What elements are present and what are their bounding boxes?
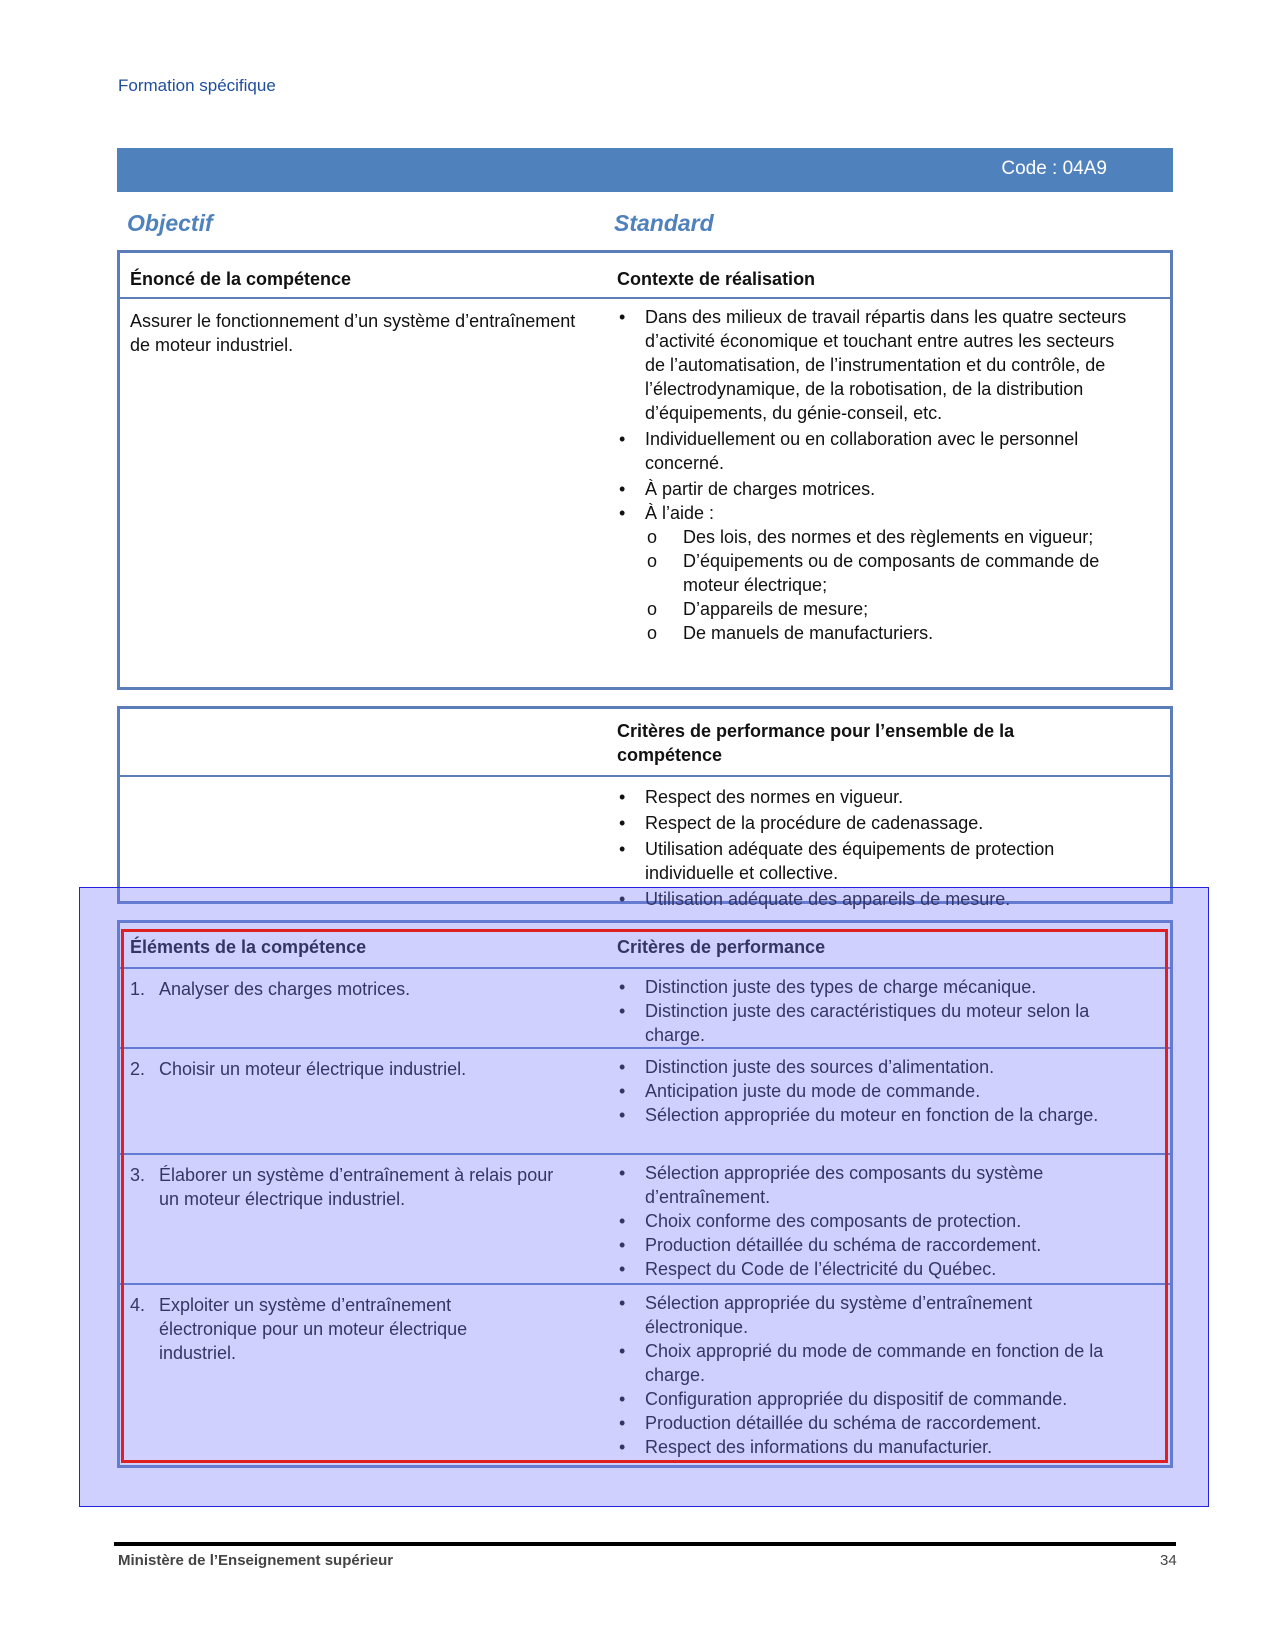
general-criteria-heading: Critères de performance pour l’ensemble de la compétence xyxy=(617,721,1015,765)
list-item: • Sélection appropriée des composants du système d’entraînement. xyxy=(617,1161,1137,1209)
list-item: • Sélection appropriée du moteur en fonction de la charge. xyxy=(617,1103,1137,1127)
list-item: • Respect des informations du manufacturier. xyxy=(617,1435,1137,1459)
table-row xyxy=(120,777,1170,909)
competence-statement-heading: Énoncé de la compétence xyxy=(130,269,352,289)
page-number: 34 xyxy=(1160,1552,1177,1569)
list-item: • Production détaillée du schéma de raccordement. xyxy=(617,1233,1137,1257)
table-header-row xyxy=(120,709,1170,777)
list-item: • Individuellement ou en collaboration avec le personnel concerné. xyxy=(617,427,1137,475)
competence-statement: Assurer le fonctionnement d’un système d’entraînement de moteur industriel. xyxy=(130,311,576,355)
list-item: • À l’aide : xyxy=(617,501,1137,525)
table-header-row xyxy=(120,253,1170,299)
footer-ministry: Ministère de l’Enseignement supérieur xyxy=(118,1552,394,1569)
standard-heading: Standard xyxy=(614,210,714,236)
element-text: Analyser des charges motrices. xyxy=(159,979,411,999)
list-item: • Dans des milieux de travail répartis dans les quatre secteurs d’activité économique et touchant entre autres les secteurs de l’automatisation, de l’instrumentation et du contrôle, de l’électrodynamique, de la robotisation, de la distribution d’équipements, du génie-conseil, etc. xyxy=(617,305,1137,425)
general-criteria-table xyxy=(117,706,1173,909)
list-item: • Distinction juste des caractéristiques du moteur selon la charge. xyxy=(617,999,1137,1047)
elements-heading: Éléments de la compétence xyxy=(130,937,367,957)
list-item: o Des lois, des normes et des règlements en vigueur; xyxy=(645,525,1137,549)
list-item: • Utilisation adéquate des appareils de mesure. xyxy=(617,887,1137,911)
list-item: • Configuration appropriée du dispositif de commande. xyxy=(617,1387,1137,1411)
highlight-box xyxy=(121,929,1168,1463)
context-list xyxy=(617,305,1137,645)
competence-context-table xyxy=(117,250,1173,690)
section-title: Formation spécifique xyxy=(118,76,276,95)
list-item: • Choix conforme des composants de protection. xyxy=(617,1209,1137,1233)
list-item: • Respect des normes en vigueur. xyxy=(617,785,1137,809)
element-number: 2. xyxy=(130,1059,146,1079)
list-item: • À partir de charges motrices. xyxy=(617,477,1137,501)
list-item: • Production détaillée du schéma de raccordement. xyxy=(617,1411,1137,1435)
list-item: • Anticipation juste du mode de commande. xyxy=(617,1079,1137,1103)
list-item: o D’équipements ou de composants de commande de moteur électrique; xyxy=(645,549,1137,597)
element-text: Exploiter un système d’entraînement électronique pour un moteur électrique industriel. xyxy=(159,1295,468,1363)
element-number: 4. xyxy=(130,1295,146,1315)
list-item: • Sélection appropriée du système d’entraînement électronique. xyxy=(617,1291,1137,1339)
column-headings xyxy=(117,206,1173,240)
competency-code: Code : 04A9 xyxy=(1001,158,1107,179)
code-bar xyxy=(117,148,1173,192)
element-text: Choisir un moteur électrique industriel. xyxy=(159,1059,467,1079)
element-text: Élaborer un système d’entraînement à relais pour un moteur électrique industriel. xyxy=(159,1165,554,1209)
footer-rule xyxy=(114,1542,1176,1546)
objective-heading: Objectif xyxy=(127,210,213,236)
list-item: o De manuels de manufacturiers. xyxy=(645,621,1137,645)
context-heading: Contexte de réalisation xyxy=(617,269,816,289)
list-item: • Respect de la procédure de cadenassage. xyxy=(617,811,1137,835)
list-item: • Utilisation adéquate des équipements de protection individuelle et collective. xyxy=(617,837,1137,885)
performance-criteria-heading: Critères de performance xyxy=(617,937,826,957)
list-item: • Choix approprié du mode de commande en fonction de la charge. xyxy=(617,1339,1137,1387)
element-number: 1. xyxy=(130,979,146,999)
element-number: 3. xyxy=(130,1165,146,1185)
list-item: o D’appareils de mesure; xyxy=(645,597,1137,621)
list-item: • Distinction juste des types de charge mécanique. xyxy=(617,975,1137,999)
list-item: • Distinction juste des sources d’alimentation. xyxy=(617,1055,1137,1079)
table-row xyxy=(120,299,1170,689)
list-item: • Respect du Code de l’électricité du Québec. xyxy=(617,1257,1137,1281)
